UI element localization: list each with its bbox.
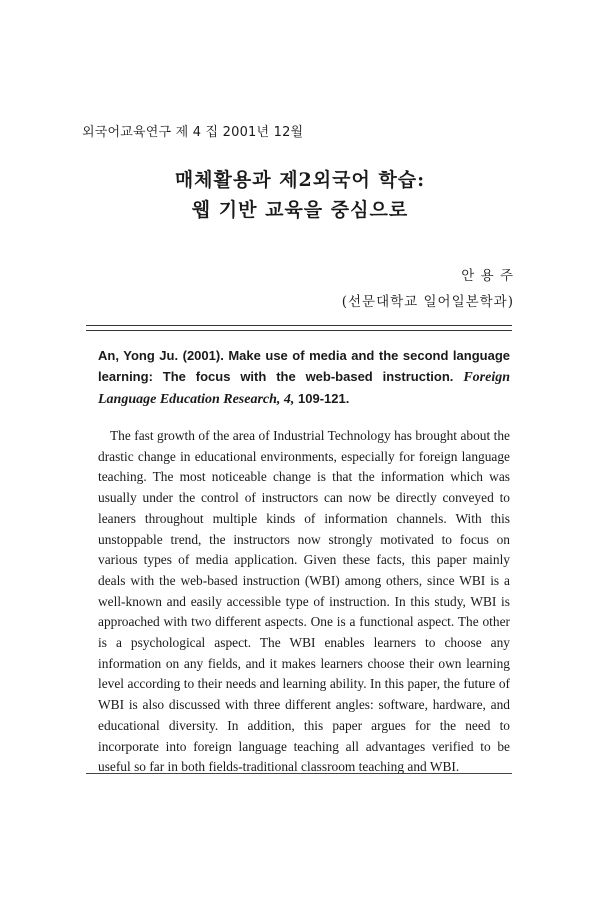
- paper-title: [0, 165, 600, 225]
- paper-title-line-2: 웹 기반 교육을 중심으로: [191, 199, 409, 221]
- citation-journal: Foreign Language Education Research, 4,: [98, 370, 510, 407]
- author-affiliation: (선문대학교 일어일본학과): [341, 294, 514, 310]
- citation-main: An, Yong Ju. (2001). Make use of media and the second language learning: The focus with the web-based instruction.: [98, 348, 510, 384]
- citation: [98, 345, 510, 410]
- double-rule-divider: [86, 325, 512, 331]
- bottom-rule-divider: [86, 773, 512, 774]
- author-name: 안 용 주: [461, 268, 514, 284]
- author-block: [342, 263, 514, 315]
- paper-title-line-1: 매체활용과 제2외국어 학습:: [174, 169, 426, 191]
- journal-issue-header: 외국어교육연구 제 4 집 2001년 12월: [82, 125, 304, 140]
- citation-pages: 109-121.: [298, 391, 350, 406]
- abstract-text: The fast growth of the area of Industrial Technology has brought about the drastic change in educational environments, especially for foreign language teaching. The most noticeable change is that the information which was usually under the control of instructors can now be directly conveyed to leaners throughout multiple kinds of information channels. With this unstoppable trend, the instructors now strongly motivated to focus on various types of media application. Given these facts, this paper mainly deals with the web-based instruction (WBI) among others, since WBI is a well-known and easily accessible type of instruction. In this study, WBI is approached with two different aspects. One is a functional aspect. The other is a psychological aspect. The WBI enables learners to choose any information on any fields, and it makes learners choose their own learning level according to their needs and learning ability. In this paper, the future of WBI is also discussed with three different angles: software, hardware, and educational diversity. In addition, this paper argues for the need to incorporate into foreign language teaching all advantages verified to be useful so far in both fields-traditional classroom teaching and WBI.: [98, 428, 510, 775]
